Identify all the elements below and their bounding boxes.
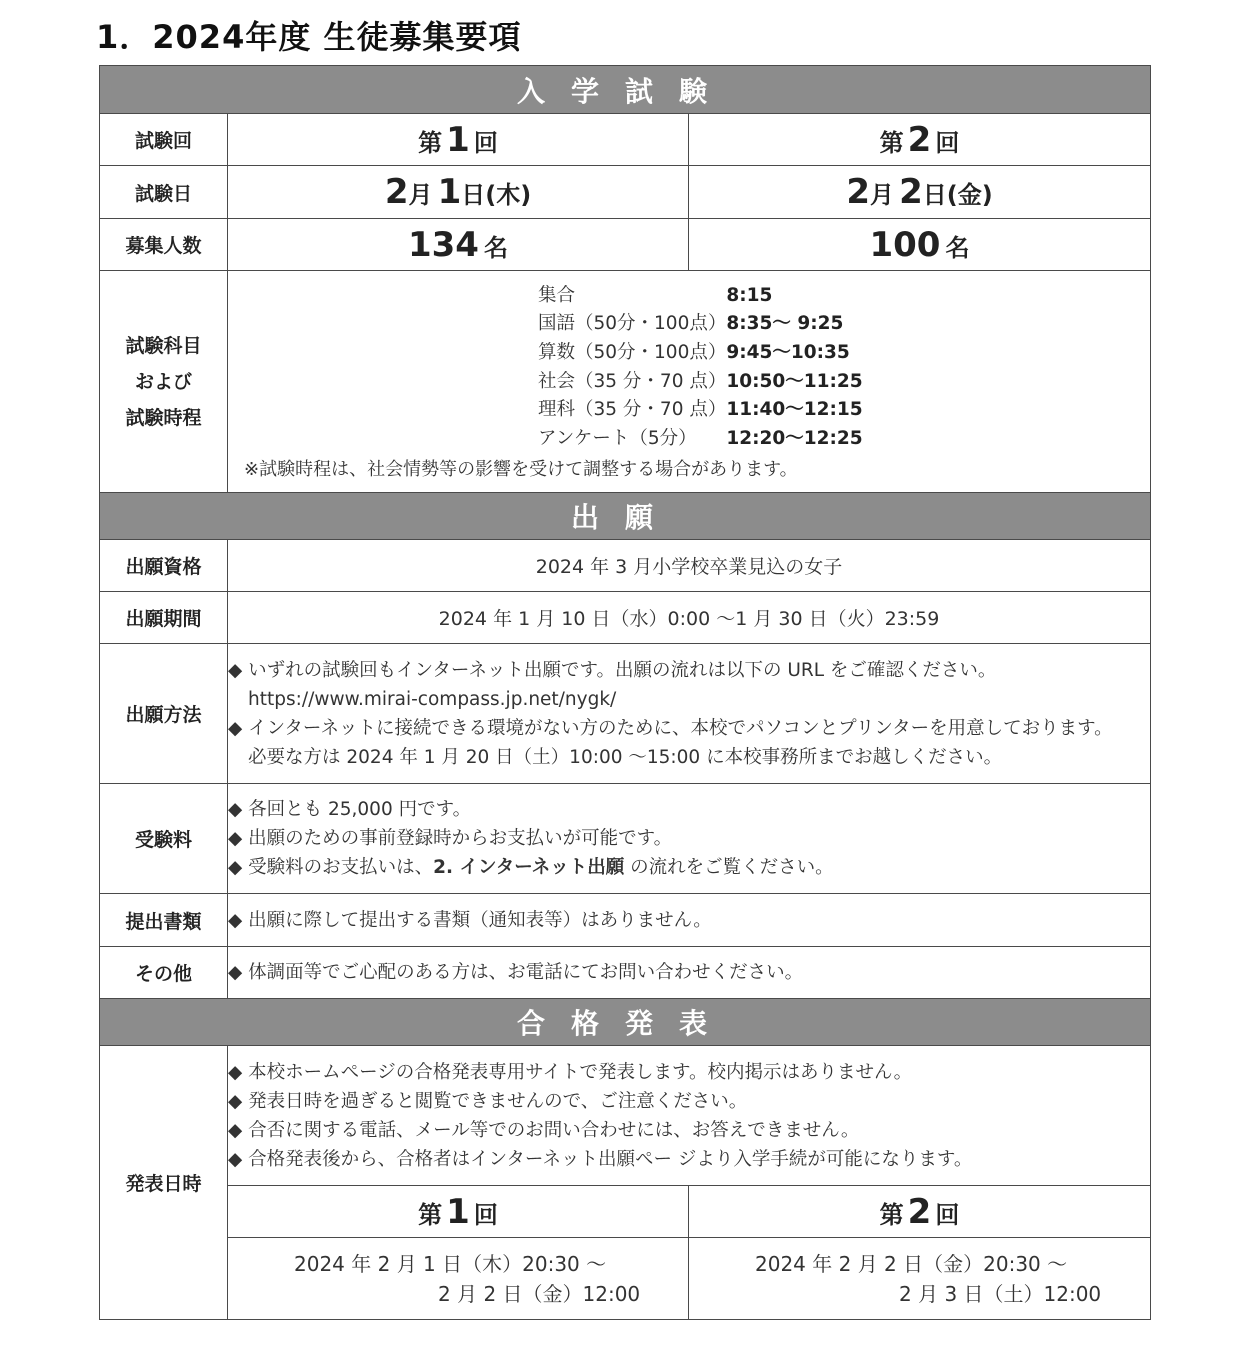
announcement-note: ◆ 合格発表後から、合格者はインターネット出願ペー ジより入学手続が可能になります。	[228, 1148, 973, 1170]
row-label-eligibility: 出願資格	[100, 540, 228, 592]
row-label-capacity: 募集人数	[100, 219, 228, 271]
round-2-capacity: 100 名	[689, 219, 1151, 271]
page-title: 1．2024年度 生徒募集要項	[96, 18, 522, 56]
row-label-period: 出願期間	[100, 592, 228, 644]
row-label-subjects: 試験科目 および 試験時程	[100, 271, 228, 493]
row-label-other: その他	[100, 947, 228, 999]
other-value: ◆ 体調面等でご心配のある方は、お電話にてお問い合わせください。	[228, 947, 1151, 999]
section-header-exam: 入学試験	[100, 66, 1151, 114]
method-line: ◆ インターネットに接続できる環境がない方のために、本校でパソコンとプリンターを用意しております。	[228, 717, 1113, 739]
exam-schedule-cell	[228, 271, 1151, 493]
round-1-header: 第 1 回	[228, 114, 689, 166]
schedule-row: 国語（50分・100点） 8:35～ 9:25	[538, 313, 844, 335]
docs-value: ◆ 出願に際して提出する書類（通知表等）はありません。	[228, 894, 1151, 947]
section-header-application: 出願	[100, 493, 1151, 540]
admission-table	[99, 65, 1151, 1320]
exam-schedule	[538, 282, 863, 454]
announcement-note: ◆ 合否に関する電話、メール等でのお問い合わせには、お答えできません。	[228, 1119, 860, 1141]
fee-value	[228, 784, 1151, 894]
method-url[interactable]: https://www.mirai-compass.jp.net/nygk/	[248, 688, 617, 710]
round-1-capacity: 134 名	[228, 219, 689, 271]
method-value	[228, 644, 1151, 784]
announcement-note: ◆ 発表日時を過ぎると閲覧できませんので、ご注意ください。	[228, 1090, 748, 1112]
fee-line: ◆ 出願のための事前登録時からお支払いが可能です。	[228, 828, 673, 849]
row-label-method: 出願方法	[100, 644, 228, 784]
round-1-date: 2月 1日(木)	[228, 166, 689, 219]
schedule-row: 社会（35 分・70 点） 10:50～11:25	[538, 370, 863, 392]
row-label-date: 試験日	[100, 166, 228, 219]
schedule-row: 理科（35 分・70 点） 11:40～12:15	[538, 399, 863, 421]
method-line: 必要な方は 2024 年 1 月 20 日（土）10:00 ～15:00 に本校事務所までお越しください。	[248, 746, 1003, 768]
row-label-docs: 提出書類	[100, 894, 228, 947]
row-label-announcement: 発表日時	[100, 1046, 228, 1320]
schedule-note: ※試験時程は、社会情勢等の影響を受けて調整する場合があります。	[244, 459, 798, 481]
announcement-round-2-date: 2024 年 2 月 2 日（金）20:30 ～ 2 月 3 日（土）12:00	[689, 1238, 1151, 1320]
period-value: 2024 年 1 月 10 日（水）0:00 ～1 月 30 日（火）23:59	[228, 592, 1151, 644]
schedule-row: アンケート（5分） 12:20～12:25	[538, 427, 863, 449]
fee-line: ◆ 各回とも 25,000 円です。	[228, 799, 472, 820]
round-2-date: 2月 2日(金)	[689, 166, 1151, 219]
method-line: ◆ いずれの試験回もインターネット出願です。出願の流れは以下の URL をご確認ください。	[228, 659, 997, 681]
announcement-round-2-header: 第 2 回	[689, 1186, 1151, 1238]
fee-line: ◆ 受験料のお支払いは、2. インターネット出願 の流れをご覧ください。	[228, 857, 834, 878]
announcement-round-1-header: 第 1 回	[228, 1186, 689, 1238]
row-label-round: 試験回	[100, 114, 228, 166]
schedule-row: 算数（50分・100点） 9:45～10:35	[538, 341, 850, 363]
announcement-notes	[228, 1046, 1151, 1186]
announcement-note: ◆ 本校ホームページの合格発表専用サイトで発表します。校内掲示はありません。	[228, 1061, 913, 1083]
announcement-round-1-date: 2024 年 2 月 1 日（木）20:30 ～ 2 月 2 日（金）12:00	[228, 1238, 689, 1320]
schedule-row: 集合 8:15	[538, 284, 773, 306]
row-label-fee: 受験料	[100, 784, 228, 894]
section-header-announcement: 合格発表	[100, 999, 1151, 1046]
round-2-header: 第 2 回	[689, 114, 1151, 166]
eligibility-value: 2024 年 3 月小学校卒業見込の女子	[228, 540, 1151, 592]
